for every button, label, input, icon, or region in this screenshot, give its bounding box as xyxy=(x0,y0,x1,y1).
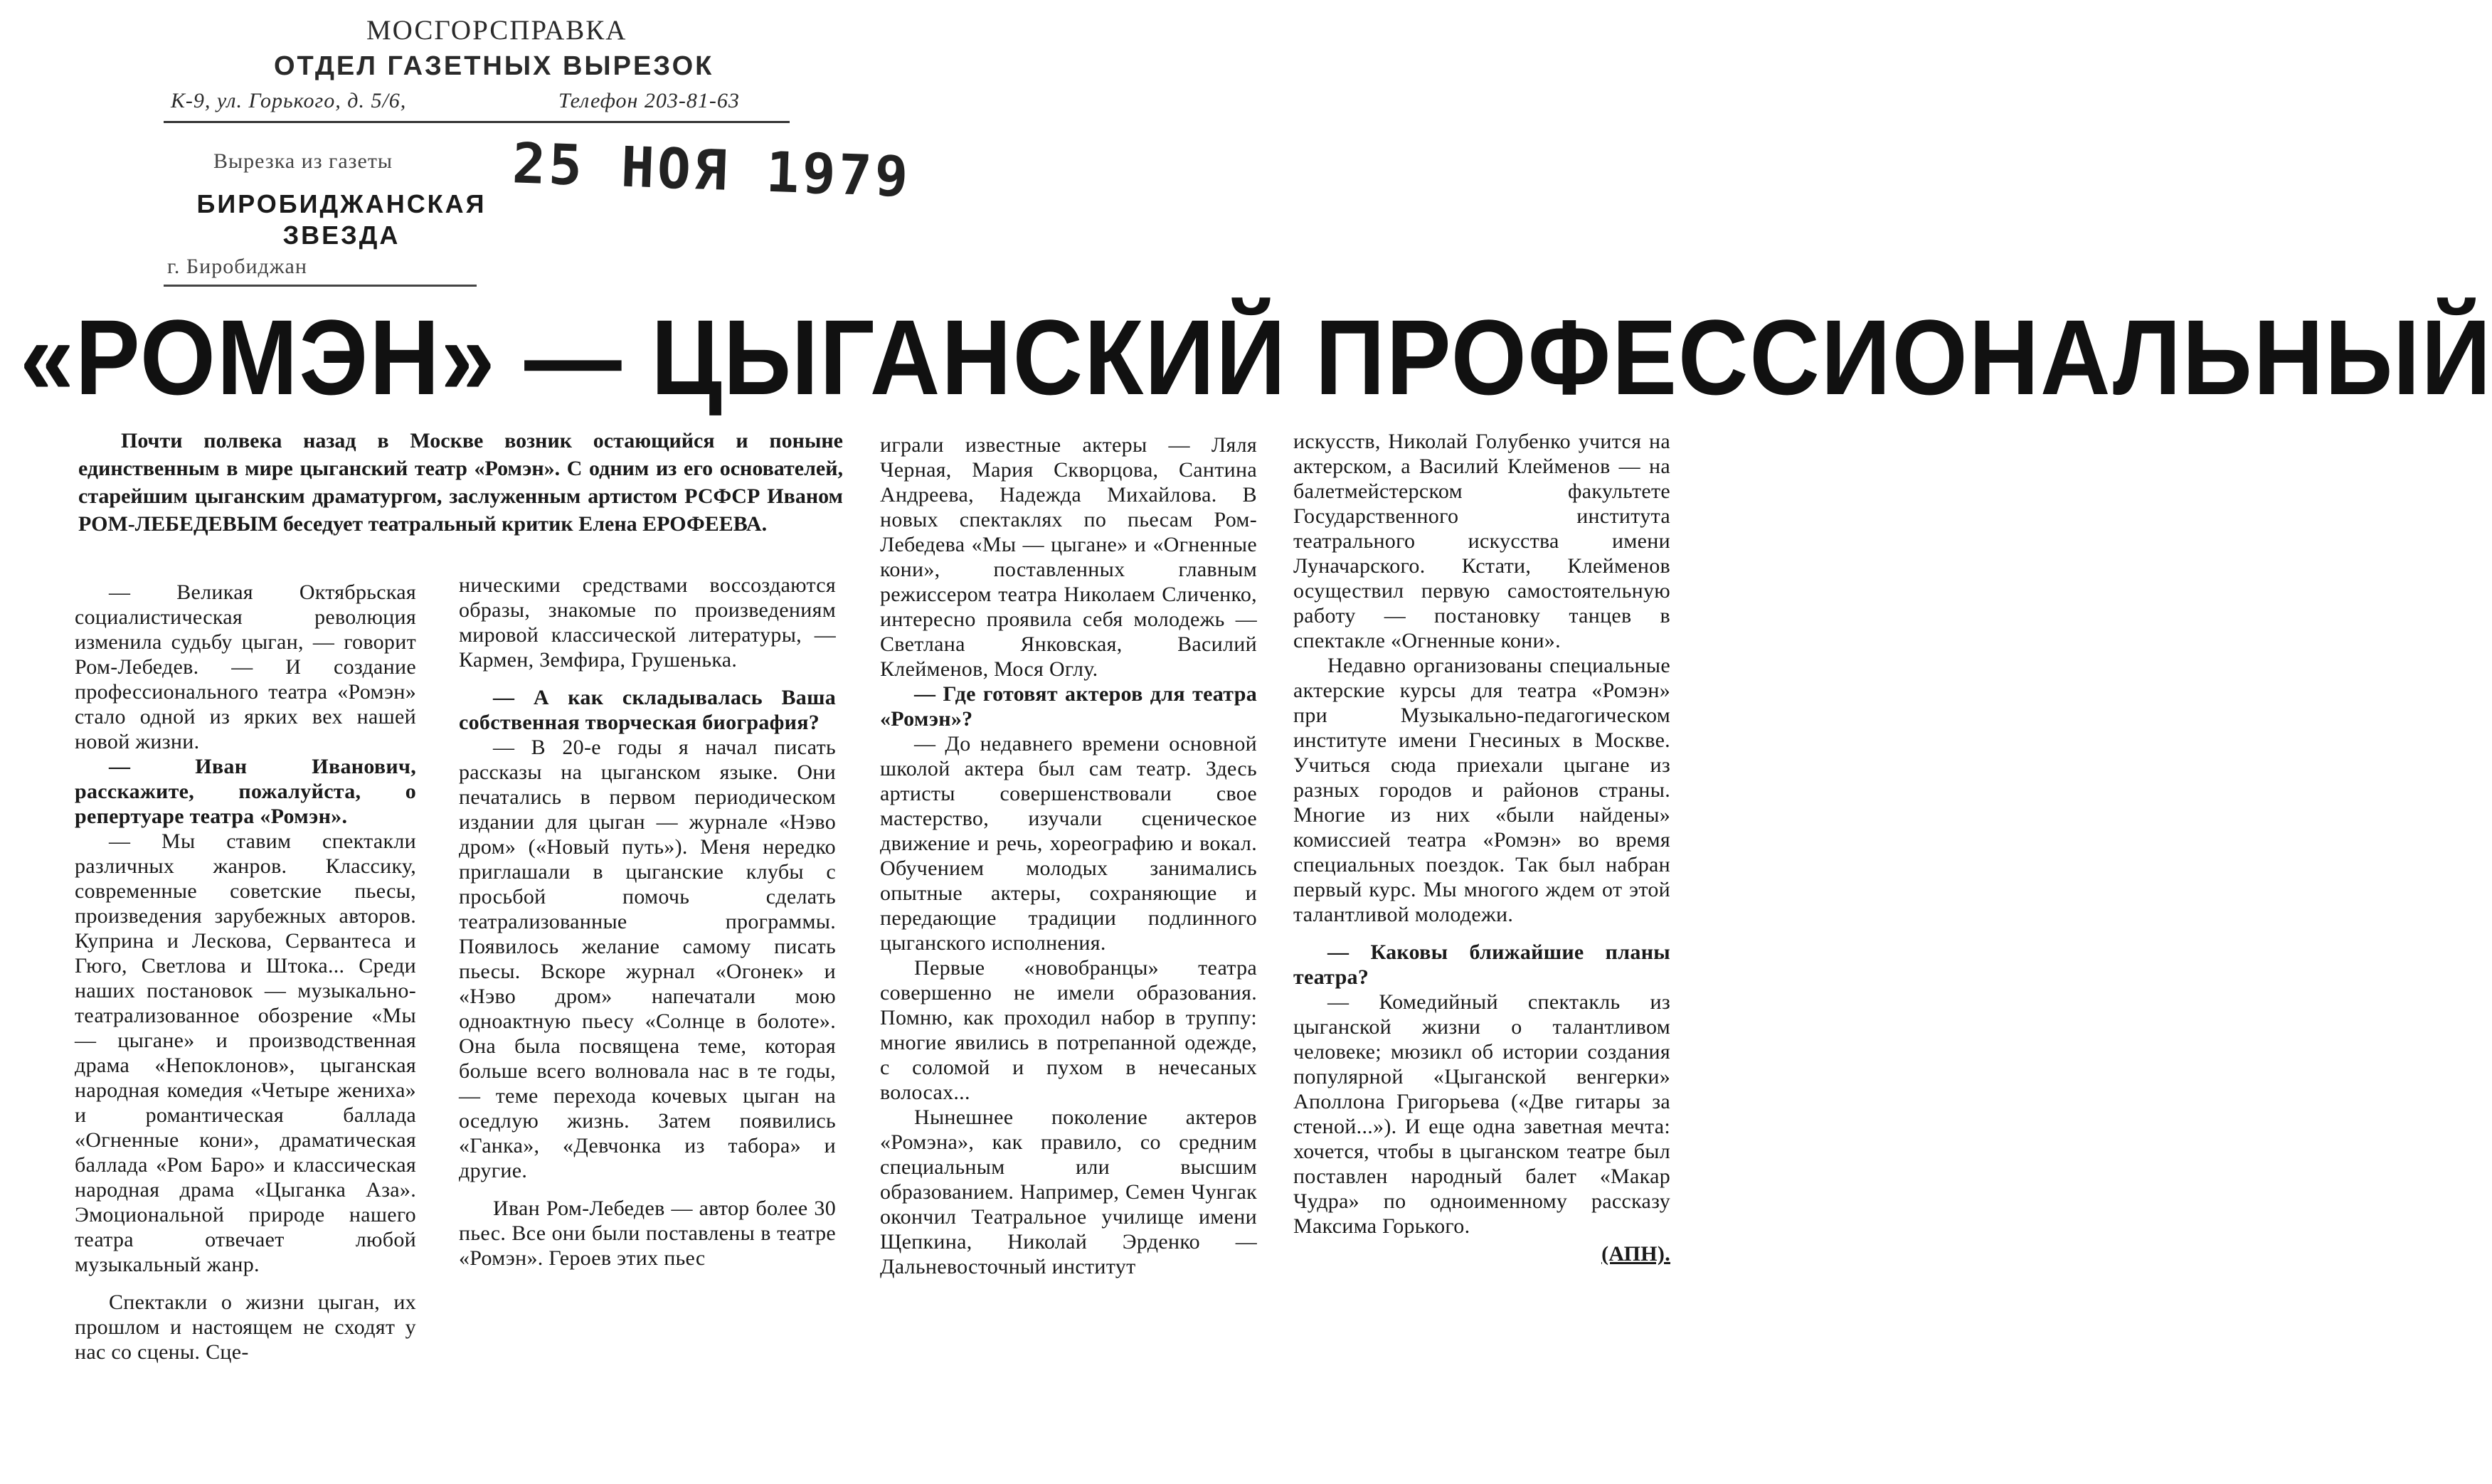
paragraph: — В 20-е годы я начал писать рассказы на цыганском языке. Они печатались в первом периодическом издании для цыган — журнале «Нэво дром» («Новый путь»). Меня нередко приглашали в цыганские клубы с просьбой помочь сделать театрализованные программы. Появилось желание самому писать пьесы. Вскоре журнал «Огонек» и «Нэво дром» напечатали мою одноактную пьесу «Солнце в болоте». Она была посвящена теме, которая больше всего волновала нас в те годы, — теме перехода кочевых цыган на оседлую жизнь. Затем появились «Ганка», «Девчонка из табора» и другие. xyxy=(459,736,836,1182)
date-stamp: 25 НОЯ 1979 xyxy=(511,132,912,210)
paragraph: ническими средствами воссоздаются образы, знакомые по произведениям мировой классической литературы, — Кармен, Земфира, Грушенька. xyxy=(459,573,836,672)
interview-question: — Иван Иванович, расскажите, пожалуйста, о репертуаре театра «Ромэн». xyxy=(75,755,416,828)
signature-text: (АПН). xyxy=(1601,1242,1670,1266)
paragraph: Недавно организованы специальные актерские курсы для театра «Ромэн» при Музыкально-педагогическом институте имени Гнесиных в Москве. Учиться сюда приехали цыгане из разных городов и районов страны. Многие из них «были найдены» комиссией театра «Ромэн» во время специальных поездок. Так был набран первый курс. Мы многого ждем от этой талантливой молодежи. xyxy=(1293,654,1670,926)
paragraph: Нынешнее поколение актеров «Ромэна», как правило, со средним специальным или высшим образованием. Например, Семен Чунгак окончил Театральное училище имени Щепкина, Николай Эрденко — Дальневосточный институт xyxy=(880,1106,1257,1278)
article-headline: «РОМЭН» — ЦЫГАНСКИЙ ПРОФЕССИОНАЛЬНЫЙ xyxy=(20,297,2492,417)
interview-question: — Каковы ближайшие планы театра? xyxy=(1293,940,1670,989)
newspaper-name: БИРОБИДЖАНСКАЯ ЗВЕЗДА xyxy=(196,189,487,250)
newspaper-city: г. Биробиджан xyxy=(167,255,307,278)
paragraph: — До недавнего времени основной школой актера был сам театр. Здесь артисты совершенствовали свое мастерство, изучали сценическое движение и речь, хореографию и вокал. Обучением молодых занимались опытные актеры, сохраняющие и передающие традиции подлинного цыганского исполнения. xyxy=(880,732,1257,955)
paragraph: Первые «новобранцы» театра совершенно не имели образования. Помню, как проходил набор в труппу: многие явились в потрепанной одежде, с соломой и пухом в нечесаных волосах... xyxy=(880,956,1257,1104)
article-column-1 xyxy=(75,580,416,1364)
paragraph: искусств, Николай Голубенко учится на актерском, а Василий Клейменов — на балетмейстерском факультете Государственного института театрального искусства имени Луначарского. Кстати, Клейменов осуществил первую самостоятельную работу — постановку танцев в спектакле «Огненные кони». xyxy=(1293,430,1670,652)
city-divider xyxy=(164,285,477,287)
clip-source-label: Вырезка из газеты xyxy=(213,149,393,173)
paragraph: играли известные актеры — Ляля Черная, Мария Скворцова, Сантина Андреева, Надежда Михайлова. В новых спектаклях по пьесам Ром-Лебедева «Мы — цыгане» и «Огненные кони», поставленных главным режиссером театра Николаем Сличенко, интересно проявила себя молодежь — Светлана Янковская, Василий Клейменов, Мося Оглу. xyxy=(880,433,1257,681)
paragraph: — Мы ставим спектакли различных жанров. Классику, современные советские пьесы, произведения зарубежных авторов. Куприна и Лескова, Сервантеса и Гюго, Светлова и Штока... Среди наших постановок — музыкально-театрализованное обозрение «Мы — цыгане» и производственная драма «Непоклонов», цыганская народная комедия «Четыре жениха» и романтическая баллада «Огненные кони», драматическая баллада «Ром Баро» и классическая народная драма «Цыганка Аза». Эмоциональной природе нашего театра отвечает любой музыкальный жанр. xyxy=(75,830,416,1276)
interview-question: — Где готовят актеров для театра «Ромэн»? xyxy=(880,682,1257,731)
news-agency-signature xyxy=(1293,1241,1670,1266)
paragraph: — Великая Октябрьская социалистическая революция изменила судьбу цыган, — говорит Ром-Лебедев. — И создание профессионального театра «Ромэн» стало одной из ярких вех нашей новой жизни. xyxy=(75,581,416,753)
stamp-org: МОСГОРСПРАВКА xyxy=(366,15,627,46)
stamp-department: ОТДЕЛ ГАЗЕТНЫХ ВЫРЕЗОК xyxy=(274,51,714,81)
interview-question: — А как складывалась Ваша собственная творческая биография? xyxy=(459,686,836,734)
article-column-3 xyxy=(880,433,1257,1279)
paragraph: — Комедийный спектакль из цыганской жизни о талантливом человеке; мюзикл об истории создания популярной «Цыганской венгерки» Аполлона Григорьева («Две гитары за стеной...»). И еще одна заветная мечта: хочется, чтобы в цыганском театре был поставлен народный балет «Макар Чудра» по одноименному рассказу Максима Горького. xyxy=(1293,990,1670,1238)
stamp-address: К-9, ул. Горького, д. 5/6, xyxy=(171,89,407,112)
stamp-phone: Телефон 203-81-63 xyxy=(558,89,740,112)
article-column-2 xyxy=(459,573,836,1271)
article-column-4 xyxy=(1293,429,1670,1266)
paragraph: Иван Ром-Лебедев — автор более 30 пьес. Все они были поставлены в театре «Ромэн». Героев этих пьес xyxy=(459,1197,836,1270)
paragraph: Спектакли о жизни цыган, их прошлом и настоящем не сходят у нас со сцены. Сце- xyxy=(75,1290,416,1364)
article-lead: Почти полвека назад в Москве возник остающийся и поныне единственным в мире цыганский театр «Ромэн». С одним из его основателей, старейшим цыганским драматургом, заслуженным артистом РСФСР Иваном РОМ-ЛЕБЕДЕВЫМ беседует театральный критик Елена ЕРОФЕЕВА. xyxy=(78,429,843,536)
stamp-divider xyxy=(164,121,790,123)
